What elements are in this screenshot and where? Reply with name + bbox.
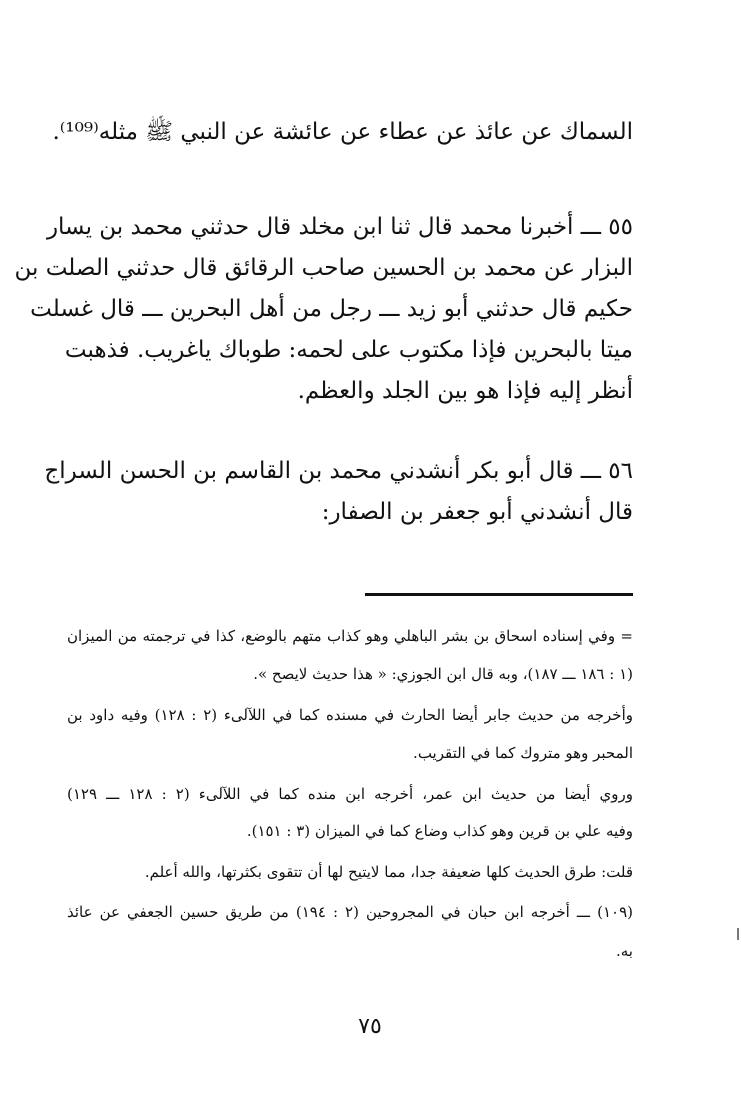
text-line: ٥٥ ـــ أخبرنا محمد قال ثنا ابن مخلد قال حدثني محمد بن يسار [46, 214, 633, 240]
text-line: ٥٦ ـــ قال أبو بكر أنشدني محمد بن القاسم بن الحسن السراج [44, 458, 633, 484]
footnote-line: وروي أيضا من حديث ابن عمر، أخرجه ابن منده كما في اللآلىء (٢ : ١٢٨ ـــ ١٢٩) [67, 785, 633, 803]
text-line: قال أنشدني أبو جعفر بن الصفار: [321, 499, 633, 525]
page-number: ٧٥ [358, 1014, 382, 1039]
footnote-line: (١٠٩) ـــ أخرجه ابن حبان في المجروحين (٢ : ١٩٤) من طريق حسين الجعفي عن عائذ [67, 903, 633, 921]
text-line: حكيم قال حدثني أبو زيد ـــ رجل من أهل البحرين ـــ قال غسلت [30, 296, 633, 322]
text-line: أنظر إليه فإذا هو بين الجلد والعظم. [297, 378, 633, 404]
scan-speck [737, 928, 739, 940]
text-line: البزار عن محمد بن الحسين صاحب الرقائق قال حدثني الصلت بن [14, 255, 633, 281]
text-line: ميتا بالبحرين فإذا مكتوب على لحمه: طوباك ياغريب. فذهبت [64, 337, 633, 363]
footnote-line: قلت: طرق الحديث كلها ضعيفة جدا، مما لايتيح لها أن تتقوى بكثرتها، والله أعلم. [144, 863, 633, 881]
footnote-separator [365, 593, 633, 596]
footnote-line: وأخرجه من حديث جابر أيضا الحارث في مسنده كما في اللآلىء (٢ : ١٢٨) وفيه داود بن [67, 706, 633, 724]
footnote-line: = وفي إسناده اسحاق بن بشر الباهلي وهو كذاب متهم بالوضع، كذا في ترجمته من الميزان [67, 627, 633, 645]
footnote-line: وفيه علي بن قرين وهو كذاب وضاع كما في الميزان (٣ : ١٥١). [246, 822, 633, 840]
footnote-line: (١ : ١٨٦ ـــ ١٨٧)، وبه قال ابن الجوزي: « هذا حديث لايصح ». [253, 665, 633, 683]
footnote-line: به. [616, 942, 633, 960]
footnote-line: المحبر وهو متروك كما في التقريب. [413, 744, 633, 762]
continuation-line: السماك عن عائذ عن عطاء عن عائشة عن النبي ﷺ مثله⁽¹⁰⁹⁾. [52, 119, 633, 145]
